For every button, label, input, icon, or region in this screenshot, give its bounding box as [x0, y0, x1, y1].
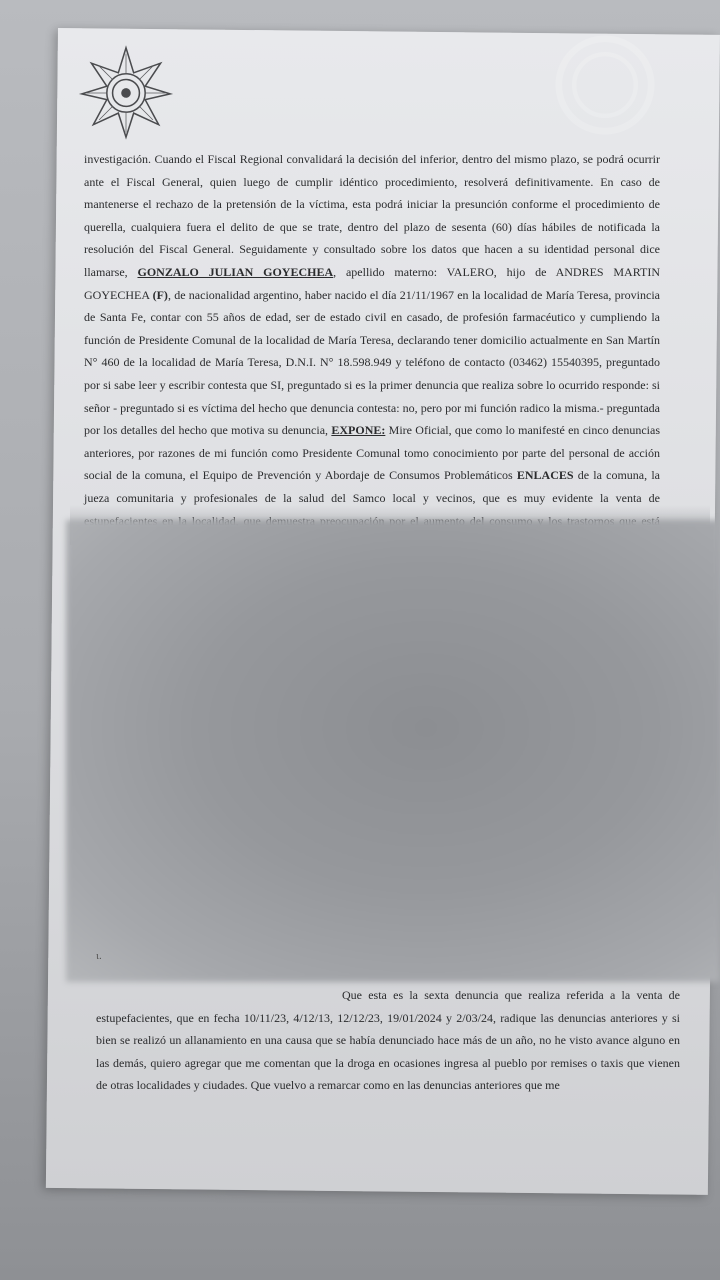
text-segment: investigación. Cuando el Fiscal Regional convalidará la decisión del inferior, dentro del mismo plazo, se podrá ocurrir ante el Fiscal General, quien luego de cumplir idéntico procedimiento, resolverá definitivamente. En caso de mantenerse el rechazo de la pretensión de la víctima, esta podrá iniciar la presunción conforme el procedimiento de querella, cualquiera fuera el delito de que se trate, dentro del plazo de sesenta (60) días hábiles de notificada la resolución del Fiscal General. Seguidamente y consultado sobre los datos que hacen a su identidad personal dice llamarse, [84, 152, 660, 279]
stray-mark: ι. [96, 950, 102, 962]
text-segment: Que esta es la sexta denuncia que realiza referida a la venta de estupefacientes, que en fecha 10/11/23, 4/12/13, 12/12/23, 19/01/2024 y 2/03/24, radique las denuncias anteriores y si bien se realizó un allanamiento en una causa que se había denunciado hace más de un año, no he visto avance alguno en las demás, quiero agregar que me comentan que la droga en ocasiones ingresa al pueblo por remises o taxis que vienen de otras localidades y ciudades. Que vuelvo a remarcar como en las denuncias anteriores que me [96, 988, 680, 1093]
declaration-text-bottom [96, 984, 680, 1097]
declaration-paragraph [84, 148, 660, 555]
declaration-text-top [84, 148, 660, 555]
declarant-name: GONZALO JULIAN GOYECHEA [137, 264, 334, 279]
enlaces-label: ENLACES [516, 468, 574, 483]
text-segment: , de nacionalidad argentino, haber nacido el día 21/11/1967 en la localidad de María Teresa, provincia de Santa Fe, contar con 55 años de edad, ser de estado civil en casado, de profesión farmacéutico y cumpliendo la función de Presidente Comunal de la localidad de María Teresa, declarando tener domicilio actualmente en San Martín N° 460 de la localidad de María Teresa, D.N.I. N° 18.598.949 y teléfono de contacto (03462) 15540395, preguntado por si sabe leer y escribir contesta que SI, preguntado si es la primer denuncia que realiza sobre lo ocurrido responde: si señor - preguntado si es víctima del hecho que denuncia contesta: no, pero por mi función radico la misma.- preguntada por los detalles del hecho que motiva su denuncia, [84, 287, 660, 438]
text-segment: de la comuna, la jueza comunitaria y profesionales de la salud del Samco local y vecinos, que es muy evidente la venta de [84, 468, 660, 505]
expone-heading: EXPONE: [331, 423, 386, 438]
bold-marker: (F) [152, 287, 168, 302]
police-star-emblem-icon [78, 44, 174, 140]
declaration-paragraph-bottom [96, 984, 680, 1097]
text-segment: Mire Oficial, que como lo manifesté en cinco denuncias anteriores, por razones de mi función como Presidente Comunal tomo conocimiento por parte del personal de acción social de la comuna, el Equipo de Prevención y Abordaje de Consumos Problemáticos [84, 423, 661, 483]
redacted-area [66, 520, 720, 982]
watermark-seal-icon [550, 30, 660, 140]
text-segment: , apellido materno: VALERO, hijo de ANDRES MARTIN GOYECHEA [84, 264, 661, 302]
